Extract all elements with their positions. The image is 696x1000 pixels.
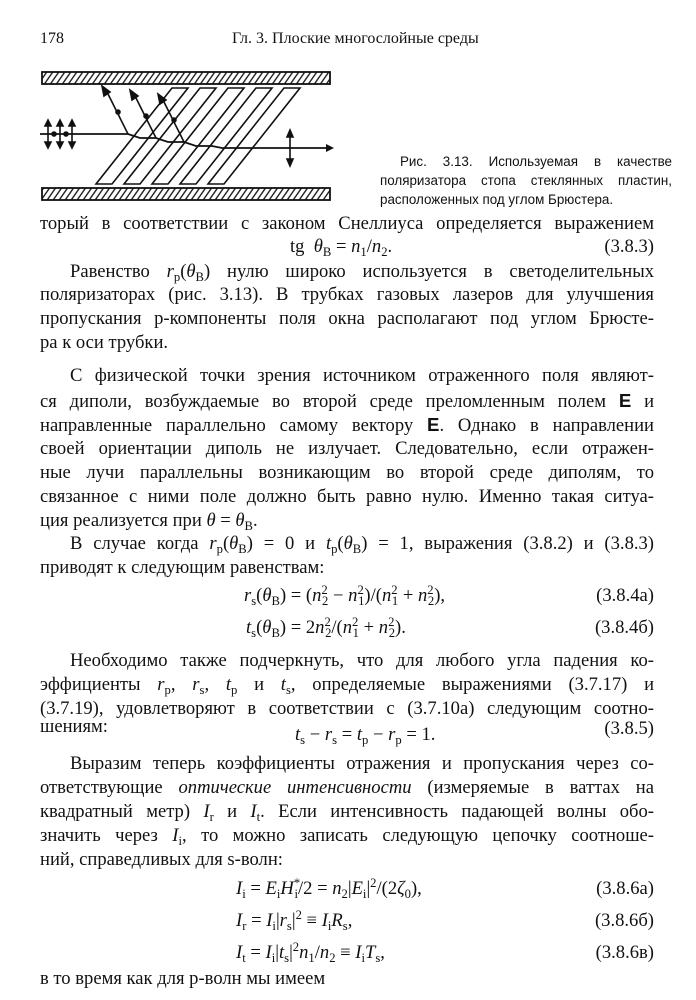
text-line: Необходимо также подчеркнуть, что для любого угла падения ко- [70, 650, 654, 671]
equation-intensity-transmitted: $I_t = I_i|t_s|^2n_1/n_2 \equiv I_iT_s$, [236, 940, 385, 965]
equation-number: (3.8.4а) [596, 585, 654, 606]
text-line: приводят к следующим равенствам: [40, 557, 325, 578]
equation-intensity-incident: $I_i = E_iH^*_i/2 = n_2|E_i|^2/(2\zeta_0)$, [236, 876, 422, 901]
text-line: эффициенты $r_p$, $r_s$, $t_p$ и $t_s$, определяемые выражениями (3.7.17) и [40, 674, 655, 697]
text-fragment: ся диполи, возбуждаемые во второй среде преломленным полем [40, 391, 606, 412]
text-fragment: направленные параллельно самому вектору [40, 415, 414, 436]
e-vector-symbol: E [618, 390, 632, 411]
running-title: Гл. 3. Плоские многослойные среды [232, 30, 479, 47]
equation-ts: $t_s(\theta_B) = 2n^2_2/(n^2_1 + n^2_2)$. [246, 615, 406, 640]
figure-caption-text: Используемая в качестве поляризатора стопа стеклянных пластин, расположенных под углом Брюстера. [380, 154, 672, 207]
figure-caption [380, 152, 672, 209]
text-line: пропускания р-компоненты поля окна располагают под углом Брюсте- [40, 308, 654, 329]
text-line: своей ориентации диполь не излучает. Следовательно, если отражен- [40, 438, 654, 459]
figure-label: Рис. 3.13. [400, 154, 473, 169]
equation-number: (3.8.4б) [594, 617, 654, 638]
emphasis-text: оптические интенсивности [178, 777, 412, 798]
text-fragment: (измеряемые в ваттах на [427, 777, 654, 798]
text-fragment: В случае когда [70, 533, 199, 554]
brewster-stack-figure [36, 66, 336, 208]
equation-brewster: tg $\theta_B = n_1/n_2$. [290, 236, 393, 259]
text-fragment: , выражения (3.8.2) и (3.8.3) [408, 533, 654, 554]
e-vector-symbol: E [427, 414, 440, 435]
text-line: поляризаторах (рис. 3.13). В трубках газовых лазеров для улучшения [40, 284, 654, 305]
equation-number: (3.8.6а) [596, 878, 654, 899]
text-line: в то время как для р-волн мы имеем [40, 968, 326, 989]
text-line: С физической точки зрения источником отраженного поля являют- [70, 365, 654, 386]
text-fragment: и [644, 391, 655, 412]
text-fragment: квадратный метр) [40, 801, 191, 822]
text-line: (3.7.19), удовлетворяют в соответствии с (3.7.10а) следующим соотно- [40, 698, 654, 719]
text-line: Выразим теперь коэффициенты отражения и пропускания через со- [70, 753, 654, 774]
equation-relation: $t_s - r_s = t_p - r_p = 1$. [295, 724, 436, 747]
text-line: связанное с ними поле должно быть равно нулю. Именно такая ситуа- [40, 486, 654, 507]
page-number: 178 [40, 30, 64, 47]
equation-intensity-reflected: $I_r = I_i|r_s|^2 \equiv I_iR_s$, [236, 908, 353, 933]
equation-number: (3.8.5) [604, 718, 654, 739]
text-line [40, 414, 654, 437]
text-fragment: . Если интенсивность падающей волны обо- [260, 801, 654, 822]
text-fragment: ция реализуется при [40, 510, 202, 531]
text-line: торый в соответствии с законом Снеллиуса определяется выражением [40, 213, 654, 234]
text-line: В случае когда $r_p(\theta_B) = 0$ и $t_p(\theta_B) = 1$, выражения (3.8.2) и (3.8.3) [70, 533, 654, 556]
text-fragment: , определяемые выражениями (3.7.17) и [290, 674, 655, 695]
text-fragment: эффициенты [40, 674, 141, 695]
text-fragment: и [305, 533, 316, 554]
text-fragment: . Однако в направлении [439, 415, 655, 436]
text-line: квадратный метр) $I_r$ и $I_t$. Если интенсивность падающей волны обо- [40, 801, 654, 824]
equation-rs: $r_s(\theta_B) = (n^2_2 - n^2_1)/(n^2_1 + n^2_2)$, [244, 583, 446, 608]
equation-number: (3.8.3) [604, 236, 654, 257]
text-fragment: значить через [40, 825, 158, 846]
text-line: Равенство $r_p(\theta_B)$ нулю широко используется в светоделительных [70, 261, 654, 284]
text-fragment: нулю широко используется в светоделительных [227, 261, 654, 282]
equation-number: (3.8.6б) [594, 910, 654, 931]
text-line [40, 777, 654, 799]
text-line: ция реализуется при $\theta = \theta_B$. [40, 510, 258, 533]
tube-wall-top [42, 72, 330, 84]
tube-wall-bottom [42, 188, 330, 200]
text-line: ний, справедливых для s-волн: [40, 849, 283, 870]
text-line [40, 390, 654, 413]
text-fragment: ответствующие [40, 777, 163, 798]
text-line: значить через $I_i$, то можно записать следующую цепочку соотноше- [40, 825, 654, 848]
equation-number: (3.8.6в) [595, 942, 654, 963]
text-line: ные лучи параллельны возникающим во второй среде диполям, то [40, 462, 654, 483]
glass-plates [96, 88, 300, 184]
text-line: ра к оси трубки. [40, 332, 169, 353]
text-line: шениям: [40, 716, 108, 737]
text-fragment: , то можно записать следующую цепочку соотноше- [182, 825, 654, 846]
